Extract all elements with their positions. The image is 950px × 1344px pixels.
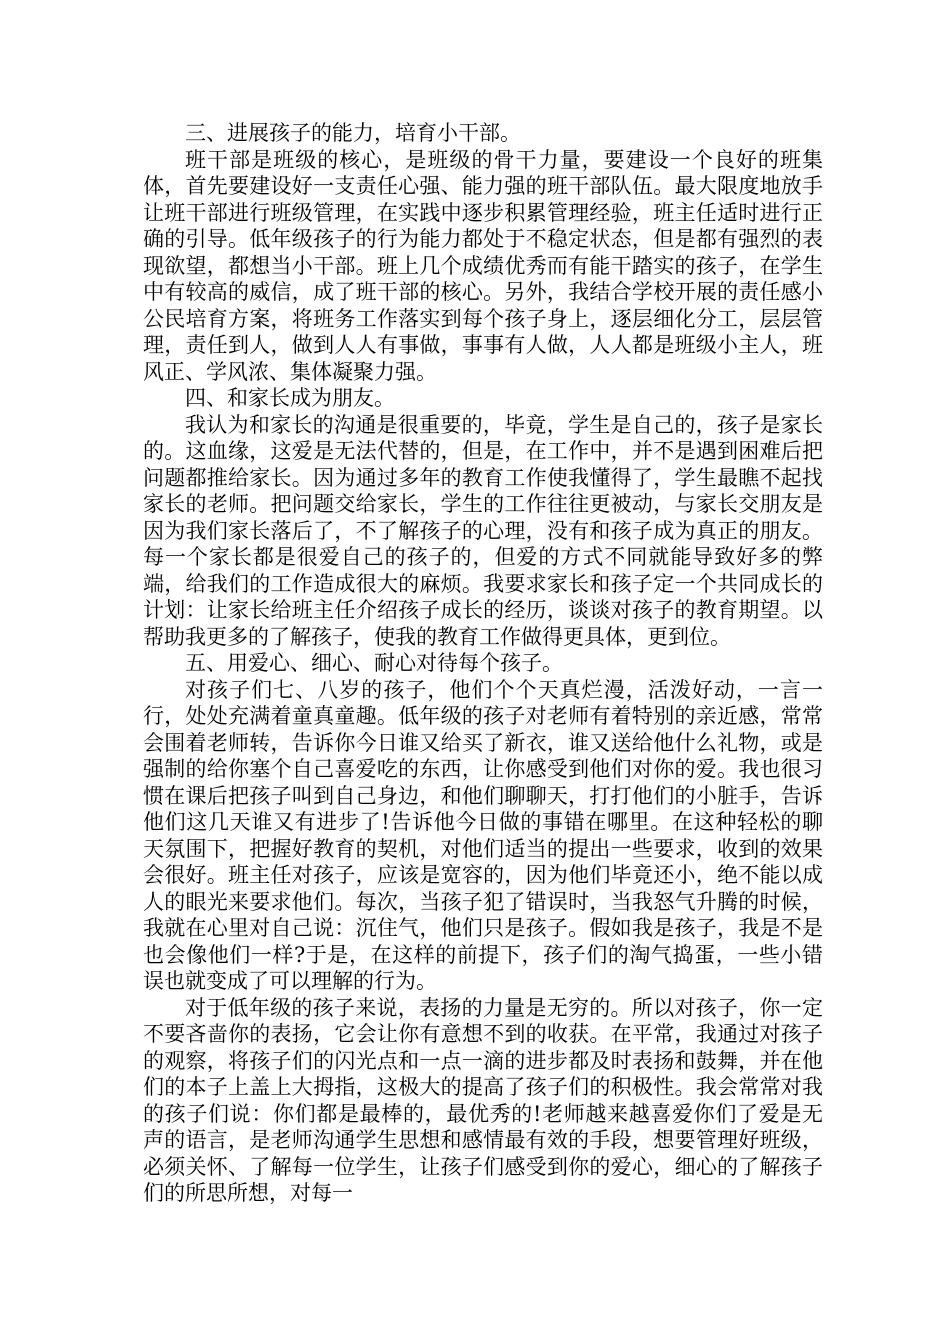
- body-text: [143, 120, 823, 1207]
- paragraph-patience: 对孩子们七、八岁的孩子，他们个个天真烂漫，活泼好动，一言一行，处处充满着童真童趣。低年级的孩子对老师有着特别的亲近感，常常会围着老师转，告诉你今日谁又给买了新衣，谁又送给他什么礼物，或是强制的给你塞个自己喜爱吃的东西，让你感受到他们对你的爱。我也很习惯在课后把孩子叫到自己身边，和他们聊聊天，打打他们的小脏手，告诉他们这几天谁又有进步了!告诉他今日做的事错在哪里。在这种轻松的聊天氛围下，把握好教育的契机，对他们适当的提出一些要求，收到的效果会很好。班主任对孩子，应该是宽容的，因为他们毕竟还小，绝不能以成人的眼光来要求他们。每次，当孩子犯了错误时，当我怒气升腾的时候，我就在心里对自己说：沉住气，他们只是孩子。假如我是孩子，我是不是也会像他们一样?于是，在这样的前提下，孩子们的淘气捣蛋，一些小错误也就变成了可以理解的行为。: [143, 677, 823, 993]
- section-heading-5: 五、用爱心、细心、耐心对待每个孩子。: [185, 651, 563, 675]
- paragraph-class-leaders: 班干部是班级的核心，是班级的骨干力量，要建设一个良好的班集体，首先要建设好一支责任心强、能力强的班干部队伍。最大限度地放手让班干部进行班级管理，在实践中逐步积累管理经验，班主任适时进行正确的引导。低年级孩子的行为能力都处于不稳定状态，但是都有强烈的表现欲望，都想当小干部。班上几个成绩优秀而有能干踏实的孩子，在学生中有较高的威信，成了班干部的核心。另外，我结合学校开展的责任感小公民培育方案，将班务工作落实到每个孩子身上，逐层细化分工，层层管理，责任到人，做到人人有事做，事事有人做，人人都是班级小主人，班风正、学风浓、集体凝聚力强。: [143, 147, 823, 384]
- section-heading-3: 三、进展孩子的能力，培育小干部。: [185, 121, 521, 145]
- paragraph-praise: 对于低年级的孩子来说，表扬的力量是无穷的。所以对孩子，你一定不要吝啬你的表扬，它会让你有意想不到的收获。在平常，我通过对孩子的观察，将孩子们的闪光点和一点一滴的进步都及时表扬和鼓舞，并在他们的本子上盖上大拇指，这极大的提高了孩子们的积极性。我会常常对我的孩子们说：你们都是最棒的，最优秀的!老师越来越喜爱你们了爱是无声的语言，是老师沟通学生思想和感情最有效的手段，想要管理好班级，必须关怀、了解每一位学生，让孩子们感受到你的爱心，细心的了解孩子们的所思所想，对每一: [143, 995, 823, 1205]
- section-heading-4: 四、和家长成为朋友。: [185, 386, 395, 410]
- paragraph-parents: 我认为和家长的沟通是很重要的，毕竟，学生是自己的，孩子是家长的。这血缘，这爱是无法代替的，但是，在工作中，并不是遇到困难后把问题都推给家长。因为通过多年的教育工作使我懂得了，学生最瞧不起找家长的老师。把问题交给家长，学生的工作往往更被动，与家长交朋友是因为我们家长落后了，不了解孩子的心理，没有和孩子成为真正的朋友。每一个家长都是很爱自己的孩子的，但爱的方式不同就能导致好多的弊端，给我们的工作造成很大的麻烦。我要求家长和孩子定一个共同成长的计划：让家长给班主任介绍孩子成长的经历，谈谈对孩子的教育期望。以帮助我更多的了解孩子，使我的教育工作做得更具体，更到位。: [143, 412, 823, 649]
